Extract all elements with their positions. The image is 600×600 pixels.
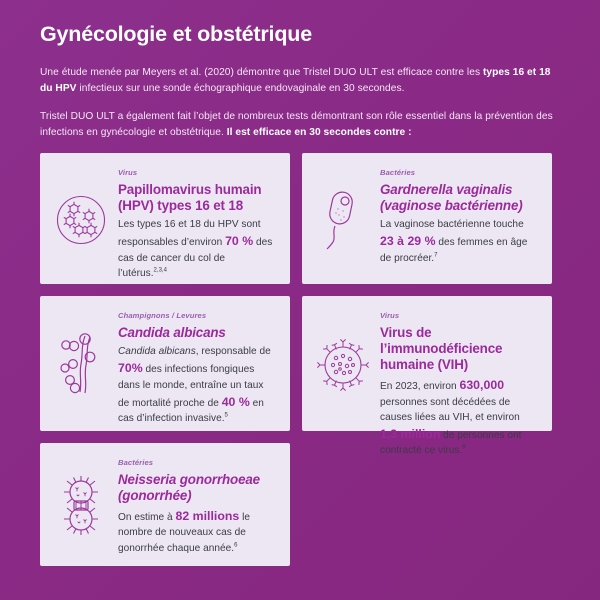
- pathogen-card-candida: [40, 296, 290, 431]
- card-kicker: Virus: [118, 167, 138, 177]
- card-kicker: Bactéries: [118, 457, 154, 467]
- text-run-sup: 8: [462, 444, 466, 451]
- pathogen-card-gardnerella: [302, 153, 552, 284]
- card-title: Gardnerella vaginalis (vaginose bactérienne): [380, 181, 523, 213]
- text-run-highlight: 82 millions: [175, 509, 240, 524]
- card-body: [118, 166, 276, 281]
- intro-p1-pre: Une étude menée par Meyers et al. (2020) démontre que Tristel DUO ULT est efficace contre les: [40, 66, 483, 78]
- text-run-normal: en cas d’infection invasive.: [118, 397, 264, 425]
- card-title: Candida albicans: [118, 324, 226, 340]
- yeast-hypha-budding-icon: [52, 309, 110, 418]
- page-title: Gynécologie et obstétrique: [40, 22, 312, 46]
- pathogen-card-grid: [40, 153, 560, 566]
- card-body: [118, 309, 276, 426]
- text-run-normal: Les types 16 et 18 du HPV sont responsables d’environ: [118, 219, 261, 249]
- card-title: Papillomavirus humain (HPV) types 16 et 18: [118, 181, 262, 213]
- intro-paragraph-1: [40, 65, 560, 98]
- pathogen-card-hpv: [40, 153, 290, 284]
- text-run-normal: des femmes en âge de procréer.: [380, 237, 528, 264]
- text-run-normal: , responsable de: [195, 345, 271, 357]
- intro-p2-pre: Tristel DUO ULT a également fait l’objet de nombreux tests démontrant son rôle essentiel dans la prévention des infections en gynécologie et obstétrique.: [40, 110, 553, 139]
- intro-paragraphs: [40, 65, 560, 142]
- text-run-normal: des infections fongiques dans le monde, entraîne un taux de mortalité proche de: [118, 364, 264, 409]
- pathogen-card-vih: [302, 296, 552, 457]
- card-title: Neisseria gonorrhoeae (gonorrhée): [118, 471, 260, 503]
- card-title: Virus de l’immunodéficience humaine (VIH): [380, 324, 503, 373]
- card-text: [118, 507, 276, 556]
- text-run-normal: personnes sont décédées de causes liées au VIH, et environ: [380, 396, 520, 423]
- card-body: [380, 166, 538, 266]
- text-run-normal: de personnes ont contracté ce virus.: [380, 429, 522, 457]
- intro-paragraph-2: [40, 109, 560, 142]
- text-run-highlight: 40 %: [221, 394, 250, 409]
- rod-bacterium-flagellum-icon: [314, 166, 372, 271]
- intro-p1-post: infectieux sur une sonde échographique endovaginale en 30 secondes.: [76, 83, 405, 95]
- card-text: [380, 376, 538, 458]
- card-text: [380, 217, 538, 266]
- text-run-sup: 5: [224, 412, 228, 419]
- text-run-normal: En 2023, environ: [380, 381, 460, 393]
- card-body: [380, 309, 538, 459]
- text-run-sup: 7: [434, 252, 438, 259]
- hiv-virion-spikes-icon: [314, 309, 372, 418]
- text-run-normal: des cas de cancer du col de l’utérus.: [118, 237, 273, 279]
- card-body: [118, 456, 276, 556]
- virus-particles-circle-icon: [52, 166, 110, 271]
- text-run-sup: 6: [234, 542, 238, 549]
- text-run-sup: 2,3,4: [153, 267, 167, 274]
- card-kicker: Bactéries: [380, 167, 416, 177]
- pathogen-card-gonorrhoeae: [40, 443, 290, 566]
- card-kicker: Virus: [380, 310, 400, 320]
- text-run-normal: le nombre de nouveaux cas de gonorrhée chaque année.: [118, 512, 250, 554]
- text-run-highlight: 630,000: [459, 378, 505, 393]
- text-run-highlight: 1,3 million: [380, 426, 441, 441]
- intro-p2-bold: Il est efficace en 30 secondes contre :: [226, 127, 412, 139]
- intro-p1-bold: types 16 et 18 du HPV: [40, 66, 551, 95]
- card-text: [118, 217, 276, 281]
- text-run-highlight: 70%: [118, 361, 143, 376]
- text-run-highlight: 70 %: [225, 234, 254, 249]
- text-run-normal: On estime à: [118, 512, 176, 524]
- card-kicker: Champignons / Levures: [118, 310, 207, 320]
- text-run-highlight: 23 à 29 %: [380, 234, 436, 249]
- card-text: [118, 344, 276, 426]
- text-run-italic: Candida albicans: [118, 345, 196, 357]
- diplococcus-spiky-icon: [52, 456, 110, 553]
- text-run-normal: La vaginose bactérienne touche: [380, 219, 524, 231]
